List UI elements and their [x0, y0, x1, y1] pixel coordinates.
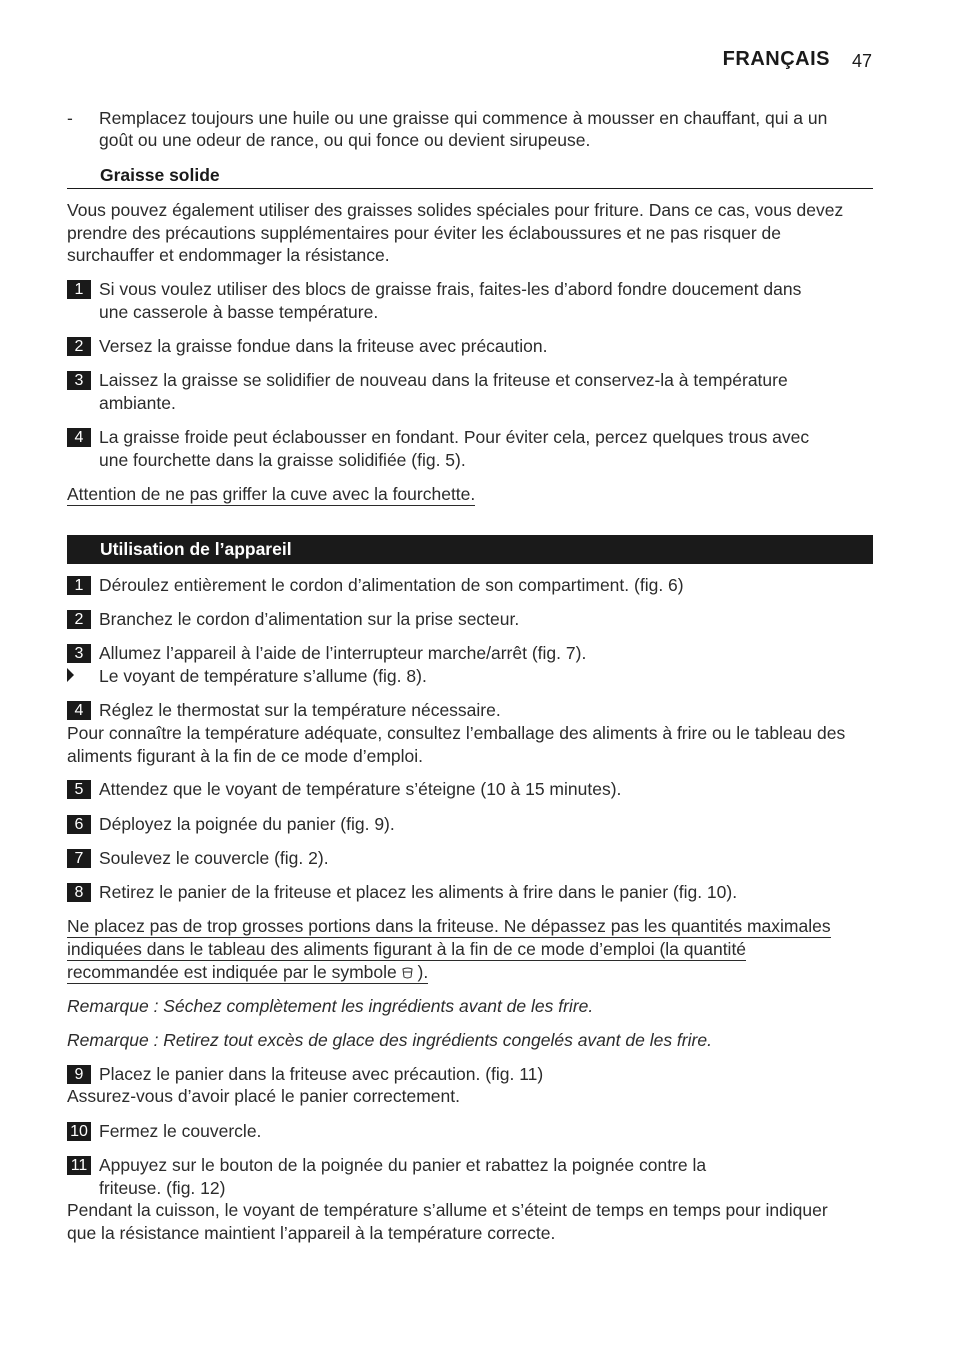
para-line: aliments figurant à la fin de ce mode d’emploi.	[67, 745, 424, 766]
step-text: La graisse froide peut éclabousser en fondant. Pour éviter cela, percez quelques trous avec	[99, 427, 810, 447]
step-number: 11	[67, 1156, 91, 1175]
step-number: 7	[67, 849, 91, 868]
warning-block	[67, 915, 873, 984]
warning-text: recommandée est indiquée par le symbole	[67, 962, 397, 982]
step-text: Attendez que le voyant de température s’éteigne (10 à 15 minutes).	[99, 779, 622, 799]
note-1: Remarque : Séchez complètement les ingrédients avant de les frire.	[67, 996, 594, 1016]
section1-paragraph	[67, 199, 873, 267]
step-text: Retirez le panier de la friteuse et placez les aliments à frire dans le panier (fig. 10).	[99, 882, 738, 902]
caution-note	[67, 483, 873, 506]
para-line: Vous pouvez également utiliser des graisses solides spéciales pour friture. Dans ce cas, vous devez	[67, 200, 844, 220]
para-line: Pendant la cuisson, le voyant de température s’allume et s’éteint de temps en temps pour indiquer	[67, 1200, 828, 1220]
step-number: 9	[67, 1065, 91, 1084]
intro-line-1: Remplacez toujours une huile ou une graisse qui commence à mousser en chauffant, qui a un	[99, 108, 828, 128]
para-line: que la résistance maintient l’appareil à la température correcte.	[67, 1222, 556, 1243]
step-text: Le voyant de température s’allume (fig. 8).	[99, 666, 427, 686]
warning-line: Ne placez pas de trop grosses portions dans la friteuse. Ne dépassez pas les quantités maximales	[67, 916, 831, 936]
step-number: 5	[67, 780, 91, 799]
step-text: Soulevez le couvercle (fig. 2).	[99, 848, 329, 868]
step-number: 2	[67, 610, 91, 629]
step-4-paragraph	[67, 722, 873, 767]
step-text: Réglez le thermostat sur la température nécessaire.	[99, 700, 501, 720]
max-quantity-symbol-icon	[402, 967, 413, 979]
step-text: Laissez la graisse se solidifier de nouveau dans la friteuse et conservez-la à température	[99, 370, 788, 390]
step-text: Appuyez sur le bouton de la poignée du panier et rabattez la poignée contre la	[99, 1155, 707, 1175]
step-text: Versez la graisse fondue dans la friteuse avec précaution.	[99, 336, 548, 356]
section-heading-utilisation	[67, 535, 873, 564]
intro-line-2: goût ou une odeur de rance, ou qui fonce ou devient sirupeuse.	[99, 130, 591, 150]
step-number: 8	[67, 883, 91, 902]
para-line: Pour connaître la température adéquate, consultez l’emballage des aliments à frire ou le tableau des	[67, 723, 846, 743]
step-number: 1	[67, 576, 91, 595]
step-text: Branchez le cordon d’alimentation sur la prise secteur.	[99, 609, 520, 629]
step-text: ambiante.	[99, 392, 176, 413]
step-number: 4	[67, 701, 91, 720]
dash-marker: -	[67, 108, 73, 128]
step-text: Déroulez entièrement le cordon d’alimentation de son compartiment. (fig. 6)	[99, 575, 684, 595]
step-text: une fourchette dans la graisse solidifiée (fig. 5).	[99, 449, 466, 470]
page-number: 47	[852, 51, 873, 71]
step-text: Placez le panier dans la friteuse avec précaution. (fig. 11)	[99, 1064, 544, 1084]
warning-line	[67, 962, 428, 984]
note-2: Remarque : Retirez tout excès de glace des ingrédients congelés avant de les frire.	[67, 1030, 712, 1050]
caution-text: Attention de ne pas griffer la cuve avec la fourchette.	[67, 484, 476, 504]
para-line: prendre des précautions supplémentaires pour éviter les éclaboussures et ne pas risquer de	[67, 222, 782, 243]
step-11-paragraph	[67, 1199, 873, 1244]
step-text: Si vous voulez utiliser des blocs de graisse frais, faites-les d’abord fondre doucement dans	[99, 279, 802, 299]
section-title: Utilisation de l’appareil	[100, 539, 292, 559]
warning-line: indiquées dans le tableau des aliments figurant à la fin de ce mode d’emploi (la quantité	[67, 939, 747, 959]
step-number: 4	[67, 428, 91, 447]
section-title: Graisse solide	[100, 165, 220, 185]
step-number: 1	[67, 280, 91, 299]
step-text: friteuse. (fig. 12)	[99, 1177, 226, 1198]
step-text: Déployez la poignée du panier (fig. 9).	[99, 814, 395, 834]
warning-text-end: ).	[417, 962, 429, 982]
result-arrow-icon	[67, 668, 74, 682]
step-text: Allumez l’appareil à l’aide de l’interrupteur marche/arrêt (fig. 7).	[99, 643, 587, 663]
step-text: une casserole à basse température.	[99, 301, 379, 322]
para-line: surchauffer et endommager la résistance.	[67, 245, 390, 265]
step-number: 10	[67, 1122, 91, 1141]
step-number: 3	[67, 371, 91, 390]
step-number: 6	[67, 815, 91, 834]
step-9-paragraph: Assurez-vous d’avoir placé le panier correctement.	[67, 1086, 460, 1106]
step-text: Fermez le couvercle.	[99, 1121, 262, 1141]
step-number: 2	[67, 337, 91, 356]
step-number: 3	[67, 644, 91, 663]
section-heading-graisse-solide	[67, 164, 873, 189]
language-heading: FRANÇAIS	[722, 48, 830, 70]
step-1	[67, 278, 873, 324]
